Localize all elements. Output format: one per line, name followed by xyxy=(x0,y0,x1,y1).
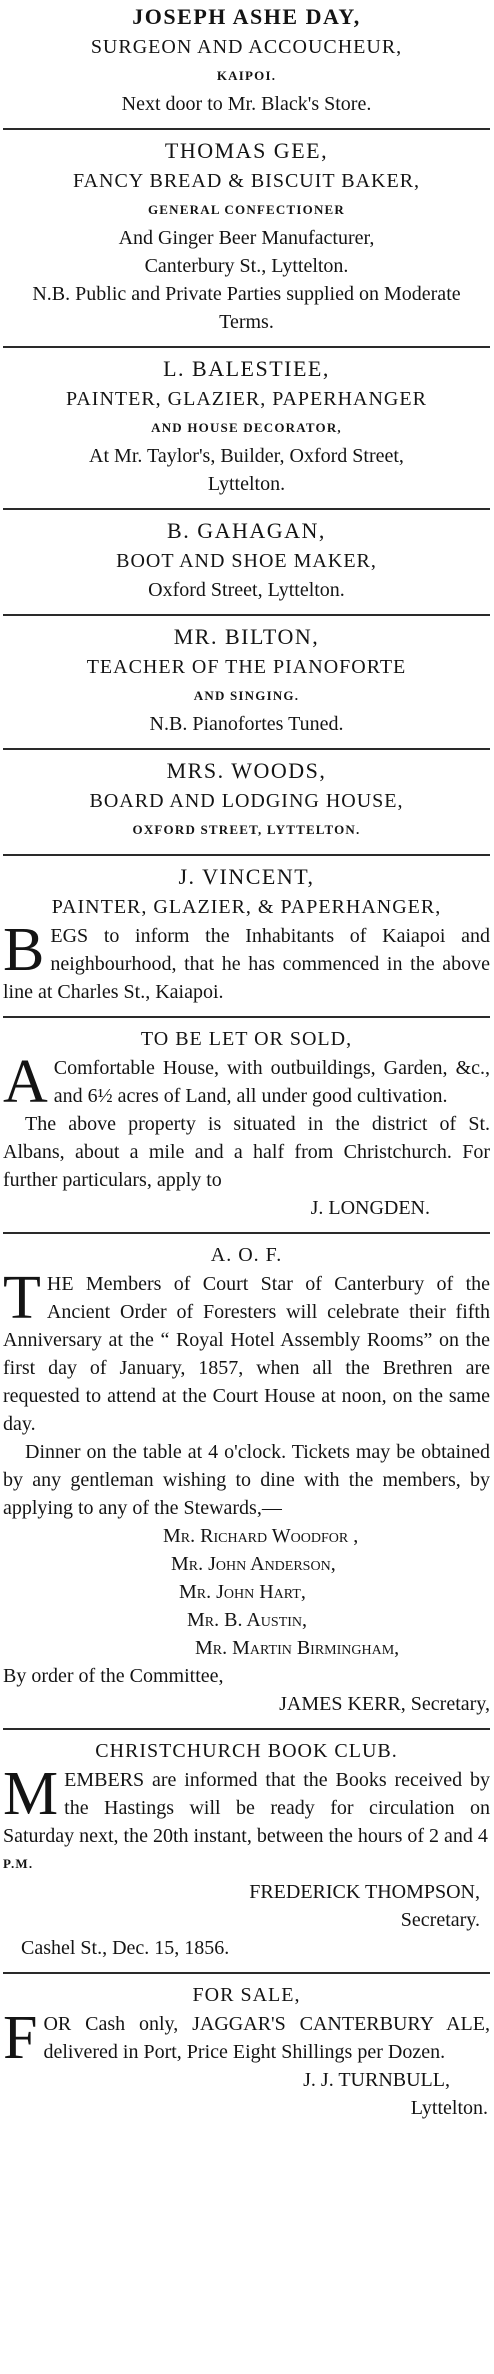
ad-title: PAINTER, GLAZIER, PAPERHANGER xyxy=(66,388,427,410)
ad-body-2: The above property is situated in the district of St. Albans, about a mile and a half from Christchurch. For further particulars, apply to xyxy=(3,1113,490,1191)
divider-rule xyxy=(3,346,490,348)
ad-body-text: OR Cash only, JAGGAR'S CANTERBURY ALE, delivered in Port, Price Eight Shillings per Dozen. xyxy=(43,2013,490,2063)
ad-woods xyxy=(3,754,490,850)
ad-title: SURGEON AND ACCOUCHEUR, xyxy=(90,36,403,58)
ad-joseph-ashe-day xyxy=(3,0,490,124)
ad-for-sale xyxy=(3,1978,490,2128)
ad-note: N.B. Public and Private Parties supplied on Moderate Terms. xyxy=(32,283,461,333)
ad-signature: JAMES KERR, Secretary, xyxy=(279,1693,490,1715)
ad-gahagan xyxy=(3,514,490,610)
drop-cap: B xyxy=(3,916,45,984)
ad-order: By order of the Committee, xyxy=(3,1665,224,1687)
ad-aof xyxy=(3,1238,490,1724)
ad-subtitle: OXFORD STREET, LYTTELTON. xyxy=(132,822,361,837)
ad-balestiee xyxy=(3,352,490,504)
ad-role: Secretary. xyxy=(400,1909,480,1931)
ad-book-club xyxy=(3,1734,490,1968)
ad-name: MR. BILTON, xyxy=(173,624,320,649)
drop-cap: T xyxy=(3,1264,41,1332)
divider-rule xyxy=(3,1016,490,1018)
ad-thomas-gee xyxy=(3,134,490,342)
ad-heading: A. O. F. xyxy=(210,1244,283,1266)
ad-body-2: Dinner on the table at 4 o'clock. Tickets may be obtained by any gentleman wishing to dine with the members, by applying to any of the Stewards,— xyxy=(3,1441,490,1519)
ad-line: And Ginger Beer Manufacturer, xyxy=(118,227,375,249)
ad-vincent xyxy=(3,860,490,1012)
ad-heading: FOR SALE, xyxy=(192,1984,301,2006)
ad-heading: TO BE LET OR SOLD, xyxy=(140,1028,353,1050)
ad-signature: J. LONGDEN. xyxy=(310,1197,430,1219)
drop-cap: F xyxy=(3,2004,38,2072)
ad-name: MRS. WOODS, xyxy=(166,758,327,783)
divider-rule xyxy=(3,128,490,130)
steward-name: Mr. Richard Woodfor , xyxy=(163,1525,359,1547)
divider-rule xyxy=(3,1232,490,1234)
divider-rule xyxy=(3,854,490,856)
ad-title: PAINTER, GLAZIER, & PAPERHANGER, xyxy=(51,896,442,918)
ad-body xyxy=(3,1264,490,1438)
ad-line: Oxford Street, Lyttelton. xyxy=(148,579,345,601)
ad-name: JOSEPH ASHE DAY, xyxy=(132,4,361,29)
ad-body xyxy=(3,1048,490,1116)
ad-body-text: EGS to inform the Inhabitants of Kaiapoi and neighbourhood, that he has commenced in the above line at Charles St., Kaiapoi. xyxy=(3,925,490,1003)
ad-line: Canterbury St., Lyttelton. xyxy=(144,255,349,277)
ad-subtitle: GENERAL CONFECTIONER xyxy=(148,202,345,217)
drop-cap: M xyxy=(3,1760,59,1828)
divider-rule xyxy=(3,1972,490,1974)
ad-subtitle: AND SINGING. xyxy=(193,688,300,703)
steward-name: Mr. John Anderson, xyxy=(171,1553,336,1575)
ad-body xyxy=(3,1760,490,1850)
ad-place: KAIPOI. xyxy=(216,68,277,83)
stewards-list xyxy=(3,1522,490,1662)
ad-body-text: HE Members of Court Star of Canterbury of the Ancient Order of Foresters will celebrate their fifth Anniversary at the “ Royal Hotel Assembly Rooms” on the first day of January, 1857, when all the Brethren are requested to attend at the Court House at noon, on the same day. xyxy=(3,1273,490,1435)
ad-title: BOOT AND SHOE MAKER, xyxy=(116,550,377,572)
ad-subtitle: AND HOUSE DECORATOR, xyxy=(151,420,342,435)
divider-rule xyxy=(3,1728,490,1730)
ad-title: FANCY BREAD & BISCUIT BAKER, xyxy=(72,170,421,192)
ad-body-text: Comfortable House, with outbuildings, Garden, &c., and 6½ acres of Land, all under good cultivation. xyxy=(53,1057,490,1107)
ad-title: TEACHER OF THE PIANOFORTE xyxy=(86,656,407,678)
ad-address: Next door to Mr. Black's Store. xyxy=(121,93,372,115)
ad-heading: CHRISTCHURCH BOOK CLUB. xyxy=(95,1740,398,1762)
ad-line: Lyttelton. xyxy=(207,473,286,495)
ad-name: J. VINCENT, xyxy=(178,864,315,889)
ad-note: N.B. Pianofortes Tuned. xyxy=(149,713,344,735)
ad-line: At Mr. Taylor's, Builder, Oxford Street, xyxy=(89,445,404,467)
ad-place: Lyttelton. xyxy=(410,2097,488,2119)
steward-name: Mr. John Hart, xyxy=(179,1581,306,1603)
ad-to-let xyxy=(3,1022,490,1228)
ad-pm: P.M. xyxy=(3,1856,34,1871)
ad-signature: FREDERICK THOMPSON, xyxy=(249,1881,480,1903)
ad-name: THOMAS GEE, xyxy=(164,138,329,163)
ad-date: Cashel St., Dec. 15, 1856. xyxy=(21,1937,230,1959)
ad-body-text: EMBERS are informed that the Books received by the Hastings will be ready for circulation on Saturday next, the 20th instant, between the hours of 2 and 4 xyxy=(3,1769,490,1847)
steward-name: Mr. Martin Birmingham, xyxy=(195,1637,400,1659)
ad-name: L. BALESTIEE, xyxy=(163,356,330,381)
divider-rule xyxy=(3,748,490,750)
divider-rule xyxy=(3,508,490,510)
ad-body xyxy=(3,916,490,1006)
ad-body xyxy=(3,2004,490,2072)
ad-signature: J. J. TURNBULL, xyxy=(303,2069,450,2091)
drop-cap: A xyxy=(3,1048,48,1116)
ad-name: B. GAHAGAN, xyxy=(167,518,326,543)
ad-title: BOARD AND LODGING HOUSE, xyxy=(89,790,404,812)
ad-bilton xyxy=(3,620,490,744)
steward-name: Mr. B. Austin, xyxy=(187,1609,308,1631)
divider-rule xyxy=(3,614,490,616)
